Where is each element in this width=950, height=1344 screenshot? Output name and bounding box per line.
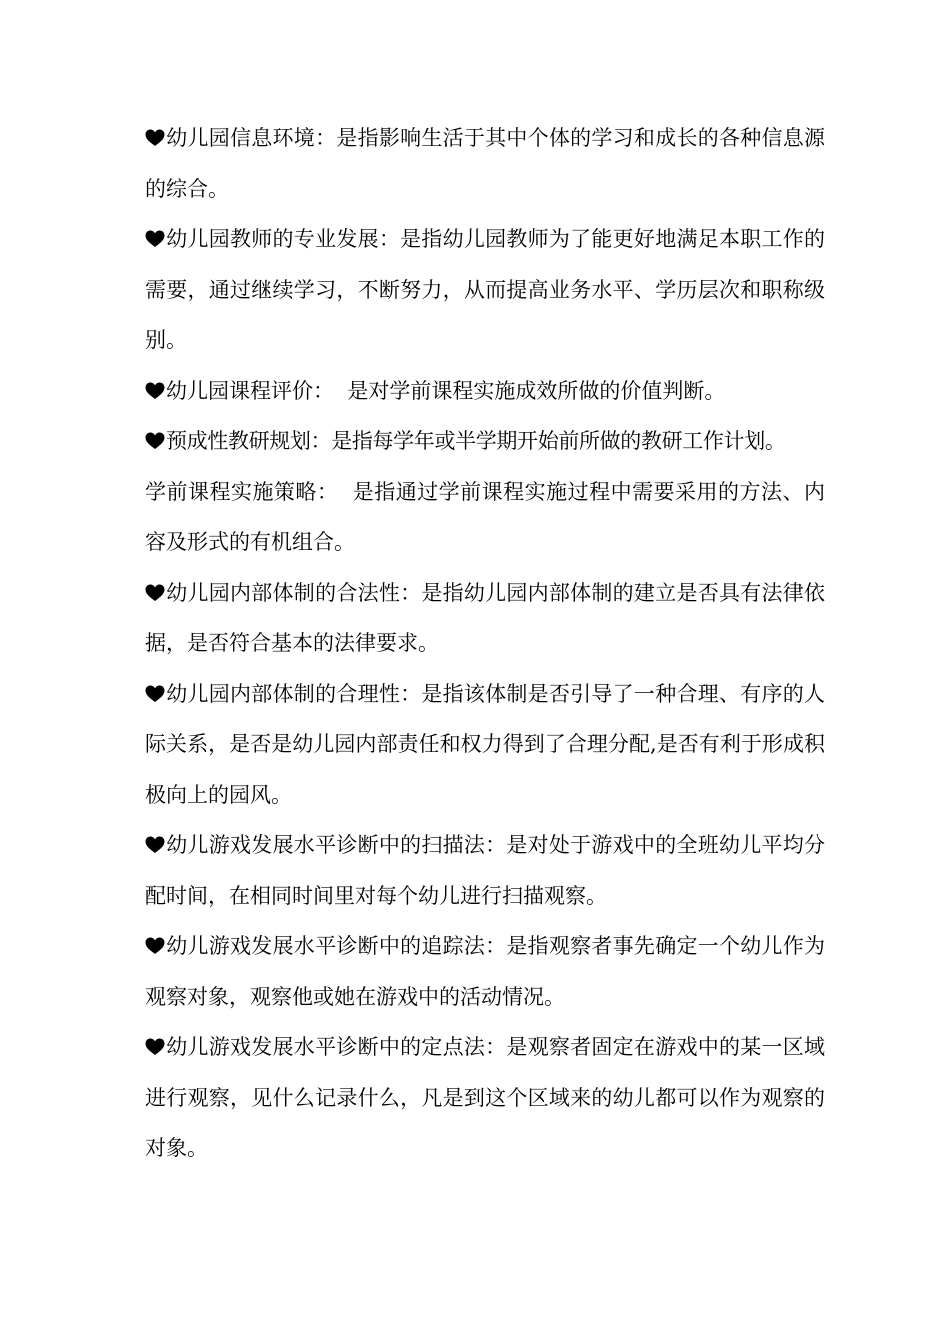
document-body — [145, 113, 825, 1174]
heart-icon — [145, 685, 165, 703]
heart-icon — [145, 836, 165, 854]
entry-teacher-development — [145, 214, 825, 366]
heart-icon — [145, 129, 165, 147]
entry-legality — [145, 568, 825, 669]
heart-icon — [145, 937, 165, 955]
entry-curriculum-strategy — [145, 467, 825, 568]
entry-text: 幼儿园内部体制的合法性：是指幼儿园内部体制的建立是否具有法律依据，是否符合基本的法律要求。 — [145, 580, 825, 655]
entry-text: 幼儿园教师的专业发展：是指幼儿园教师为了能更好地满足本职工作的需要，通过继续学习，不断努力，从而提高业务水平、学历层次和职称级别。 — [145, 227, 825, 352]
entry-text: 学前课程实施策略： 是指通过学前课程实施过程中需要采用的方法、内容及形式的有机组合。 — [145, 479, 825, 554]
entry-text: 幼儿园课程评价： 是对学前课程实施成效所做的价值判断。 — [166, 378, 726, 403]
entry-text: 幼儿园内部体制的合理性：是指该体制是否引导了一种合理、有序的人际关系，是否是幼儿园内部责任和权力得到了合理分配,是否有利于形成积极向上的园风。 — [145, 681, 825, 807]
heart-icon — [145, 432, 165, 450]
entry-text: 幼儿游戏发展水平诊断中的定点法：是观察者固定在游戏中的某一区域进行观察，见什么记录什么，凡是到这个区域来的幼儿都可以作为观察的对象。 — [145, 1035, 825, 1160]
entry-text: 幼儿园信息环境：是指影响生活于其中个体的学习和成长的各种信息源的综合。 — [145, 126, 825, 201]
heart-icon — [145, 230, 165, 248]
heart-icon — [145, 1038, 165, 1056]
entry-research-planning — [145, 416, 825, 467]
heart-icon — [145, 584, 165, 602]
entry-fixed-point-method — [145, 1022, 825, 1174]
entry-tracking-method — [145, 921, 825, 1022]
entry-rationality — [145, 669, 825, 821]
entry-scan-method — [145, 820, 825, 921]
entry-text: 幼儿游戏发展水平诊断中的追踪法：是指观察者事先确定一个幼儿作为观察对象，观察他或她在游戏中的活动情况。 — [145, 934, 825, 1009]
heart-icon — [145, 382, 165, 400]
entry-curriculum-evaluation — [145, 366, 825, 417]
entry-info-environment — [145, 113, 825, 214]
entry-text: 预成性教研规划：是指每学年或半学期开始前所做的教研工作计划。 — [166, 429, 786, 453]
entry-text: 幼儿游戏发展水平诊断中的扫描法：是对处于游戏中的全班幼儿平均分配时间，在相同时间里对每个幼儿进行扫描观察。 — [145, 833, 825, 908]
